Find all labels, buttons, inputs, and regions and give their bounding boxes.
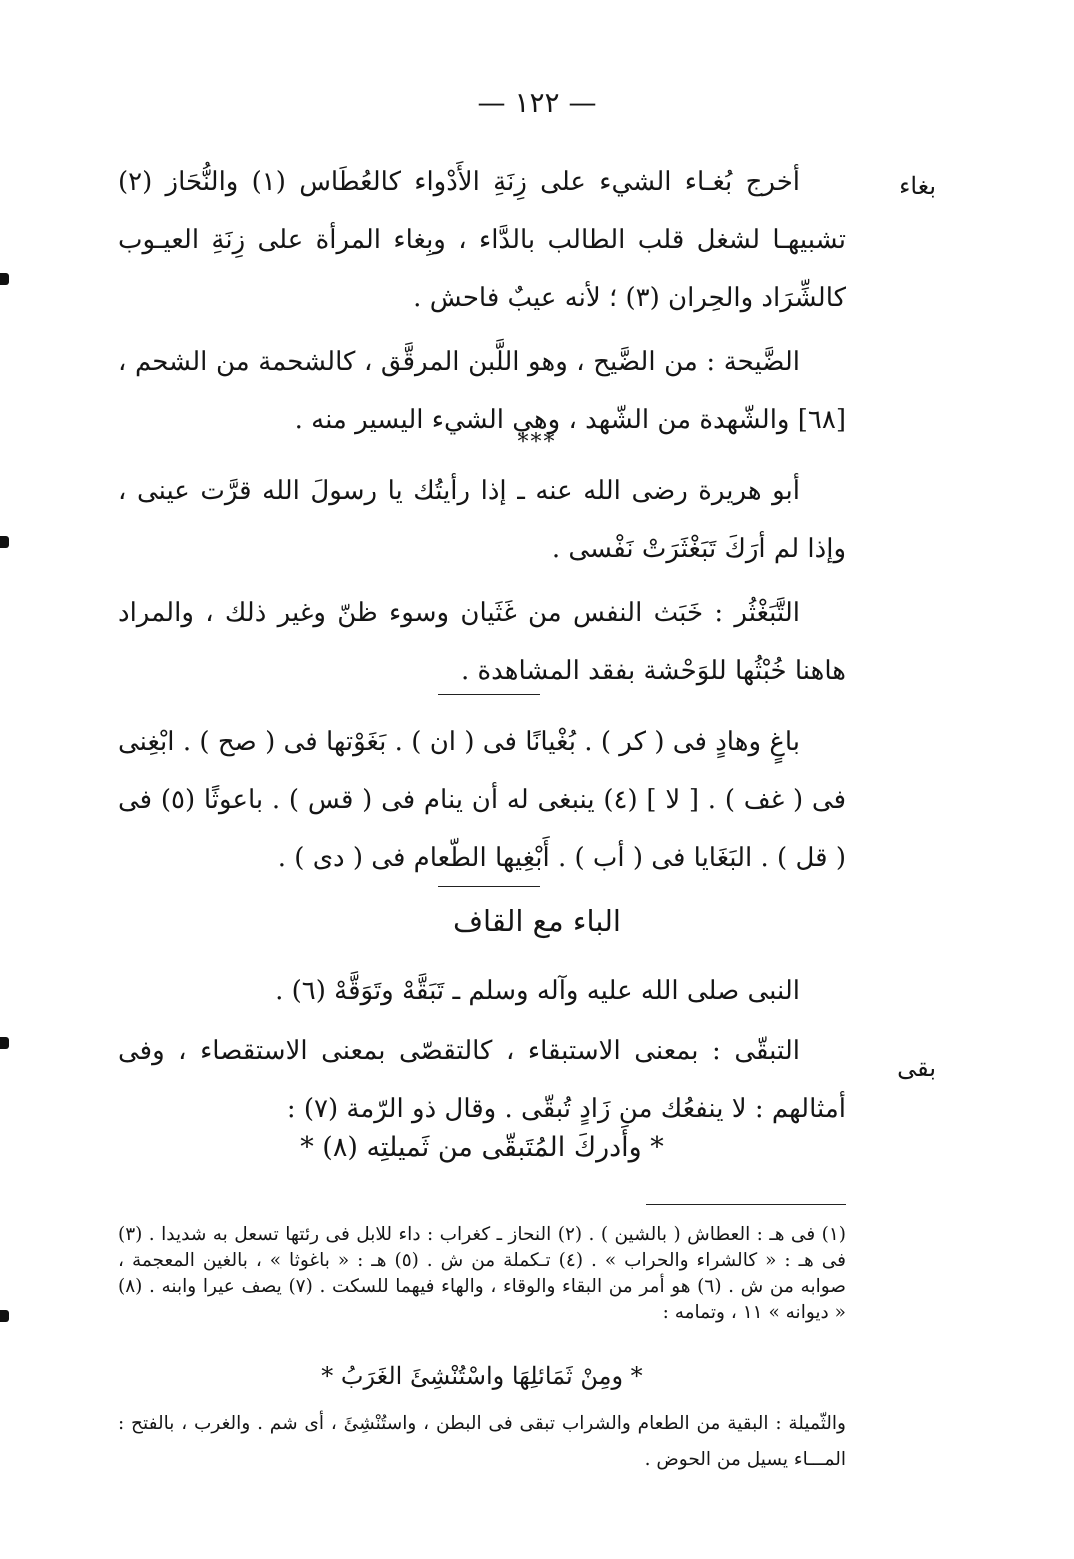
paragraph-bugha: أخرج بُغـاء الشيء على زِنَةِ الأَدْواء كالعُطَاس (١) والنُّحَاز (٢) تشبيهـا لشغل قلب الطالب بالدَّاء ، وبِغاء المرأة على زِنَةِ العيـوب كالشِّرَاد والحِران (٣) ؛ لأنه عيبٌ فاحش . — [118, 167, 846, 313]
section-divider-2 — [438, 886, 540, 887]
section-baqa — [118, 962, 846, 1138]
poem-verse: * وأَدركَ المُتَبقّى من ثَميلتِه (٨) * — [300, 1132, 664, 1163]
section-bagha — [118, 153, 846, 449]
chapter-heading: الباء مع القاف — [453, 904, 621, 938]
section-abu-hurayra — [118, 462, 846, 700]
paragraph-tabaqqi: التبقّى : بمعنى الاستبقاء ، كالتقصّى بمعنى الاستقصاء ، وفى أمثالهم : لا ينفعُك من زَادٍ تُبقّى . وقال ذو الرّمة (٧) : — [118, 1036, 846, 1124]
cross-references — [118, 713, 846, 887]
footnote-verse: * ومِنْ ثَمَائلِهَا واسْتُنْشِئَ الغَرَبُ * — [321, 1362, 643, 1390]
paragraph-abu-hurayra: أبو هريرة رضى الله عنه ـ إذا رأيتُك يا رسولَ الله قرَّت عينى ، وإذا لم أرَكَ تَبَغْثَرَتْ نَفْسى . — [118, 476, 846, 564]
references-paragraph: باغٍ وهادٍ فى ( كر ) . بُغْيانًا فى ( ان ) . بَغَوْتها فى ( صح ) . ابْغِنى فى ( غف ) . [ لا ] (٤) ينبغى له أن ينام فى ( قس ) . باعوثًا (٥) فى ( قل ) . البَغَايا فى ( أب ) . أَبْغِيها الطّعام فى ( دى ) . — [118, 727, 847, 873]
footnote-gloss — [118, 1406, 846, 1478]
paragraph-hadith: النبى صلى الله عليه وآله وسلم ـ تَبَقَّهْ وتَوَقَّهْ (٦) . — [275, 976, 800, 1006]
paragraph-dayha: الضَّيحة : من الضَّيح ، وهو اللَّبن المرقَّق ، كالشحمة من الشحم ، [٦٨] والشّهدة من الشّهد ، وهي الشيء اليسير منه . — [118, 347, 846, 435]
page-number: — ١٢٢ — — [477, 86, 597, 119]
page-edge-mark — [0, 273, 9, 285]
margin-note-baqa: بقى — [897, 1054, 936, 1082]
page-edge-mark — [0, 536, 9, 548]
footnote-gloss-text: والثّميلة : البقية من الطعام والشراب تبقى فى البطن ، واستُنْشِئَ ، أى شم . والغرب ، بالفتح : المـــاء يسيل من الحوض . — [118, 1413, 846, 1470]
section-divider — [438, 694, 540, 695]
paragraph-tabaghthur: التَّبَغْثُر : خَبَث النفس من غَثَيان وسوء ظنّ وغير ذلك ، والمراد هاهنا خُبْثُها للوَحْشة بفقد المشاهدة . — [118, 598, 846, 686]
footnotes-text: (١) فى هـ : العطاش ( بالشين ) . (٢) النحاز ـ كغراب : داء للابل فى رئتها تسعل به شديدا . (٣) فى هـ : « كالشراء والحراب » . (٤) تـكملة من ش . (٥) هـ : « باغوثا » ، بالغين المعجمة ، صوابه من ش . (٦) هو أمر من البقاء والوقاء ، والهاء فيهما للسكت . (٧) يصف عيرا وابنه . (٨) « ديوانه » ١١ ، وتمامه : — [118, 1224, 846, 1323]
page-edge-mark — [0, 1310, 9, 1322]
page-edge-mark — [0, 1037, 9, 1049]
margin-note-bagha: بغاء — [899, 172, 936, 200]
footnote-rule — [646, 1204, 846, 1205]
footnotes — [118, 1222, 846, 1326]
separator-stars: *** — [517, 430, 557, 455]
